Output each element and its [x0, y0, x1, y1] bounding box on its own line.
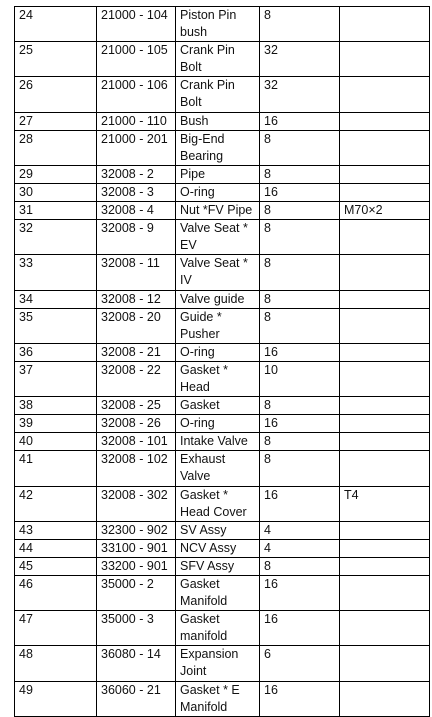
remark-cell: [340, 165, 430, 183]
part-code-cell: 32008 - 2: [97, 165, 176, 183]
table-row: [15, 486, 430, 521]
table-row: [15, 433, 430, 451]
row-number-cell: 26: [15, 77, 97, 112]
quantity-cell: 16: [260, 486, 340, 521]
remark-cell: [340, 361, 430, 396]
part-name-cell: Gasket manifold: [176, 611, 260, 646]
part-code-cell: 33100 - 901: [97, 539, 176, 557]
quantity-cell: 16: [260, 681, 340, 716]
quantity-cell: 16: [260, 183, 340, 201]
quantity-cell: 8: [260, 202, 340, 220]
quantity-cell: 10: [260, 361, 340, 396]
remark-cell: [340, 433, 430, 451]
part-code-cell: 32008 - 12: [97, 290, 176, 308]
table-row: [15, 42, 430, 77]
part-name-cell: Expansion Joint: [176, 646, 260, 681]
row-number-cell: 27: [15, 112, 97, 130]
part-name-cell: Crank Pin Bolt: [176, 42, 260, 77]
remark-cell: [340, 77, 430, 112]
part-code-cell: 35000 - 2: [97, 576, 176, 611]
quantity-cell: 16: [260, 576, 340, 611]
part-name-cell: Crank Pin Bolt: [176, 77, 260, 112]
remark-cell: [340, 308, 430, 343]
part-code-cell: 32008 - 21: [97, 343, 176, 361]
part-code-cell: 32008 - 302: [97, 486, 176, 521]
part-name-cell: SFV Assy: [176, 557, 260, 575]
part-code-cell: 21000 - 201: [97, 130, 176, 165]
table-row: [15, 521, 430, 539]
row-number-cell: 36: [15, 343, 97, 361]
remark-cell: [340, 557, 430, 575]
quantity-cell: 4: [260, 539, 340, 557]
row-number-cell: 40: [15, 433, 97, 451]
table-row: [15, 112, 430, 130]
row-number-cell: 30: [15, 183, 97, 201]
part-code-cell: 21000 - 106: [97, 77, 176, 112]
part-name-cell: Pipe: [176, 165, 260, 183]
parts-table-body: [15, 7, 430, 717]
table-row: [15, 7, 430, 42]
part-name-cell: Valve guide: [176, 290, 260, 308]
part-code-cell: 32008 - 9: [97, 220, 176, 255]
part-name-cell: Piston Pin bush: [176, 7, 260, 42]
part-code-cell: 35000 - 3: [97, 611, 176, 646]
table-row: [15, 255, 430, 290]
table-row: [15, 290, 430, 308]
row-number-cell: 28: [15, 130, 97, 165]
table-row: [15, 130, 430, 165]
part-code-cell: 36060 - 21: [97, 681, 176, 716]
part-code-cell: 32008 - 20: [97, 308, 176, 343]
part-name-cell: Bush: [176, 112, 260, 130]
quantity-cell: 8: [260, 397, 340, 415]
table-row: [15, 165, 430, 183]
quantity-cell: 8: [260, 165, 340, 183]
quantity-cell: 16: [260, 112, 340, 130]
row-number-cell: 49: [15, 681, 97, 716]
table-row: [15, 202, 430, 220]
row-number-cell: 38: [15, 397, 97, 415]
parts-table: [14, 6, 430, 717]
part-name-cell: Gasket * E Manifold: [176, 681, 260, 716]
remark-cell: [340, 451, 430, 486]
remark-cell: [340, 255, 430, 290]
remark-cell: [340, 112, 430, 130]
part-name-cell: Valve Seat * IV: [176, 255, 260, 290]
row-number-cell: 25: [15, 42, 97, 77]
part-name-cell: Gasket Manifold: [176, 576, 260, 611]
remark-cell: [340, 42, 430, 77]
part-code-cell: 32008 - 101: [97, 433, 176, 451]
part-code-cell: 33200 - 901: [97, 557, 176, 575]
remark-cell: [340, 521, 430, 539]
part-name-cell: Valve Seat * EV: [176, 220, 260, 255]
part-name-cell: Big-End Bearing: [176, 130, 260, 165]
part-name-cell: Gasket: [176, 397, 260, 415]
part-name-cell: Gasket * Head: [176, 361, 260, 396]
part-name-cell: Gasket * Head Cover: [176, 486, 260, 521]
table-row: [15, 343, 430, 361]
part-name-cell: Exhaust Valve: [176, 451, 260, 486]
part-code-cell: 32008 - 22: [97, 361, 176, 396]
row-number-cell: 32: [15, 220, 97, 255]
remark-cell: [340, 415, 430, 433]
row-number-cell: 33: [15, 255, 97, 290]
table-row: [15, 646, 430, 681]
row-number-cell: 47: [15, 611, 97, 646]
remark-cell: [340, 397, 430, 415]
row-number-cell: 35: [15, 308, 97, 343]
quantity-cell: 8: [260, 7, 340, 42]
table-row: [15, 451, 430, 486]
row-number-cell: 48: [15, 646, 97, 681]
part-code-cell: 32008 - 25: [97, 397, 176, 415]
quantity-cell: 8: [260, 220, 340, 255]
remark-cell: [340, 183, 430, 201]
row-number-cell: 44: [15, 539, 97, 557]
table-row: [15, 539, 430, 557]
row-number-cell: 46: [15, 576, 97, 611]
row-number-cell: 24: [15, 7, 97, 42]
part-code-cell: 32008 - 3: [97, 183, 176, 201]
table-row: [15, 308, 430, 343]
quantity-cell: 8: [260, 255, 340, 290]
row-number-cell: 34: [15, 290, 97, 308]
remark-cell: T4: [340, 486, 430, 521]
part-code-cell: 32008 - 4: [97, 202, 176, 220]
remark-cell: [340, 220, 430, 255]
quantity-cell: 16: [260, 415, 340, 433]
part-code-cell: 32008 - 26: [97, 415, 176, 433]
remark-cell: [340, 539, 430, 557]
table-row: [15, 77, 430, 112]
part-name-cell: SV Assy: [176, 521, 260, 539]
quantity-cell: 8: [260, 451, 340, 486]
remark-cell: [340, 611, 430, 646]
table-row: [15, 557, 430, 575]
table-row: [15, 183, 430, 201]
part-name-cell: NCV Assy: [176, 539, 260, 557]
table-row: [15, 361, 430, 396]
part-name-cell: O-ring: [176, 343, 260, 361]
row-number-cell: 45: [15, 557, 97, 575]
quantity-cell: 8: [260, 130, 340, 165]
part-code-cell: 32008 - 102: [97, 451, 176, 486]
table-row: [15, 397, 430, 415]
part-code-cell: 21000 - 104: [97, 7, 176, 42]
quantity-cell: 16: [260, 611, 340, 646]
part-code-cell: 21000 - 110: [97, 112, 176, 130]
remark-cell: [340, 681, 430, 716]
quantity-cell: 8: [260, 290, 340, 308]
remark-cell: M70×2: [340, 202, 430, 220]
table-row: [15, 415, 430, 433]
quantity-cell: 32: [260, 77, 340, 112]
remark-cell: [340, 130, 430, 165]
quantity-cell: 8: [260, 433, 340, 451]
part-name-cell: O-ring: [176, 183, 260, 201]
quantity-cell: 16: [260, 343, 340, 361]
quantity-cell: 8: [260, 557, 340, 575]
table-row: [15, 611, 430, 646]
row-number-cell: 29: [15, 165, 97, 183]
remark-cell: [340, 290, 430, 308]
table-row: [15, 220, 430, 255]
remark-cell: [340, 576, 430, 611]
part-name-cell: O-ring: [176, 415, 260, 433]
part-name-cell: Intake Valve: [176, 433, 260, 451]
part-code-cell: 21000 - 105: [97, 42, 176, 77]
row-number-cell: 37: [15, 361, 97, 396]
row-number-cell: 31: [15, 202, 97, 220]
part-name-cell: Nut *FV Pipe: [176, 202, 260, 220]
part-code-cell: 32008 - 11: [97, 255, 176, 290]
quantity-cell: 6: [260, 646, 340, 681]
part-name-cell: Guide * Pusher: [176, 308, 260, 343]
part-code-cell: 32300 - 902: [97, 521, 176, 539]
table-row: [15, 681, 430, 716]
remark-cell: [340, 343, 430, 361]
quantity-cell: 4: [260, 521, 340, 539]
quantity-cell: 32: [260, 42, 340, 77]
row-number-cell: 39: [15, 415, 97, 433]
part-code-cell: 36080 - 14: [97, 646, 176, 681]
table-row: [15, 576, 430, 611]
quantity-cell: 8: [260, 308, 340, 343]
row-number-cell: 41: [15, 451, 97, 486]
row-number-cell: 43: [15, 521, 97, 539]
remark-cell: [340, 646, 430, 681]
remark-cell: [340, 7, 430, 42]
row-number-cell: 42: [15, 486, 97, 521]
